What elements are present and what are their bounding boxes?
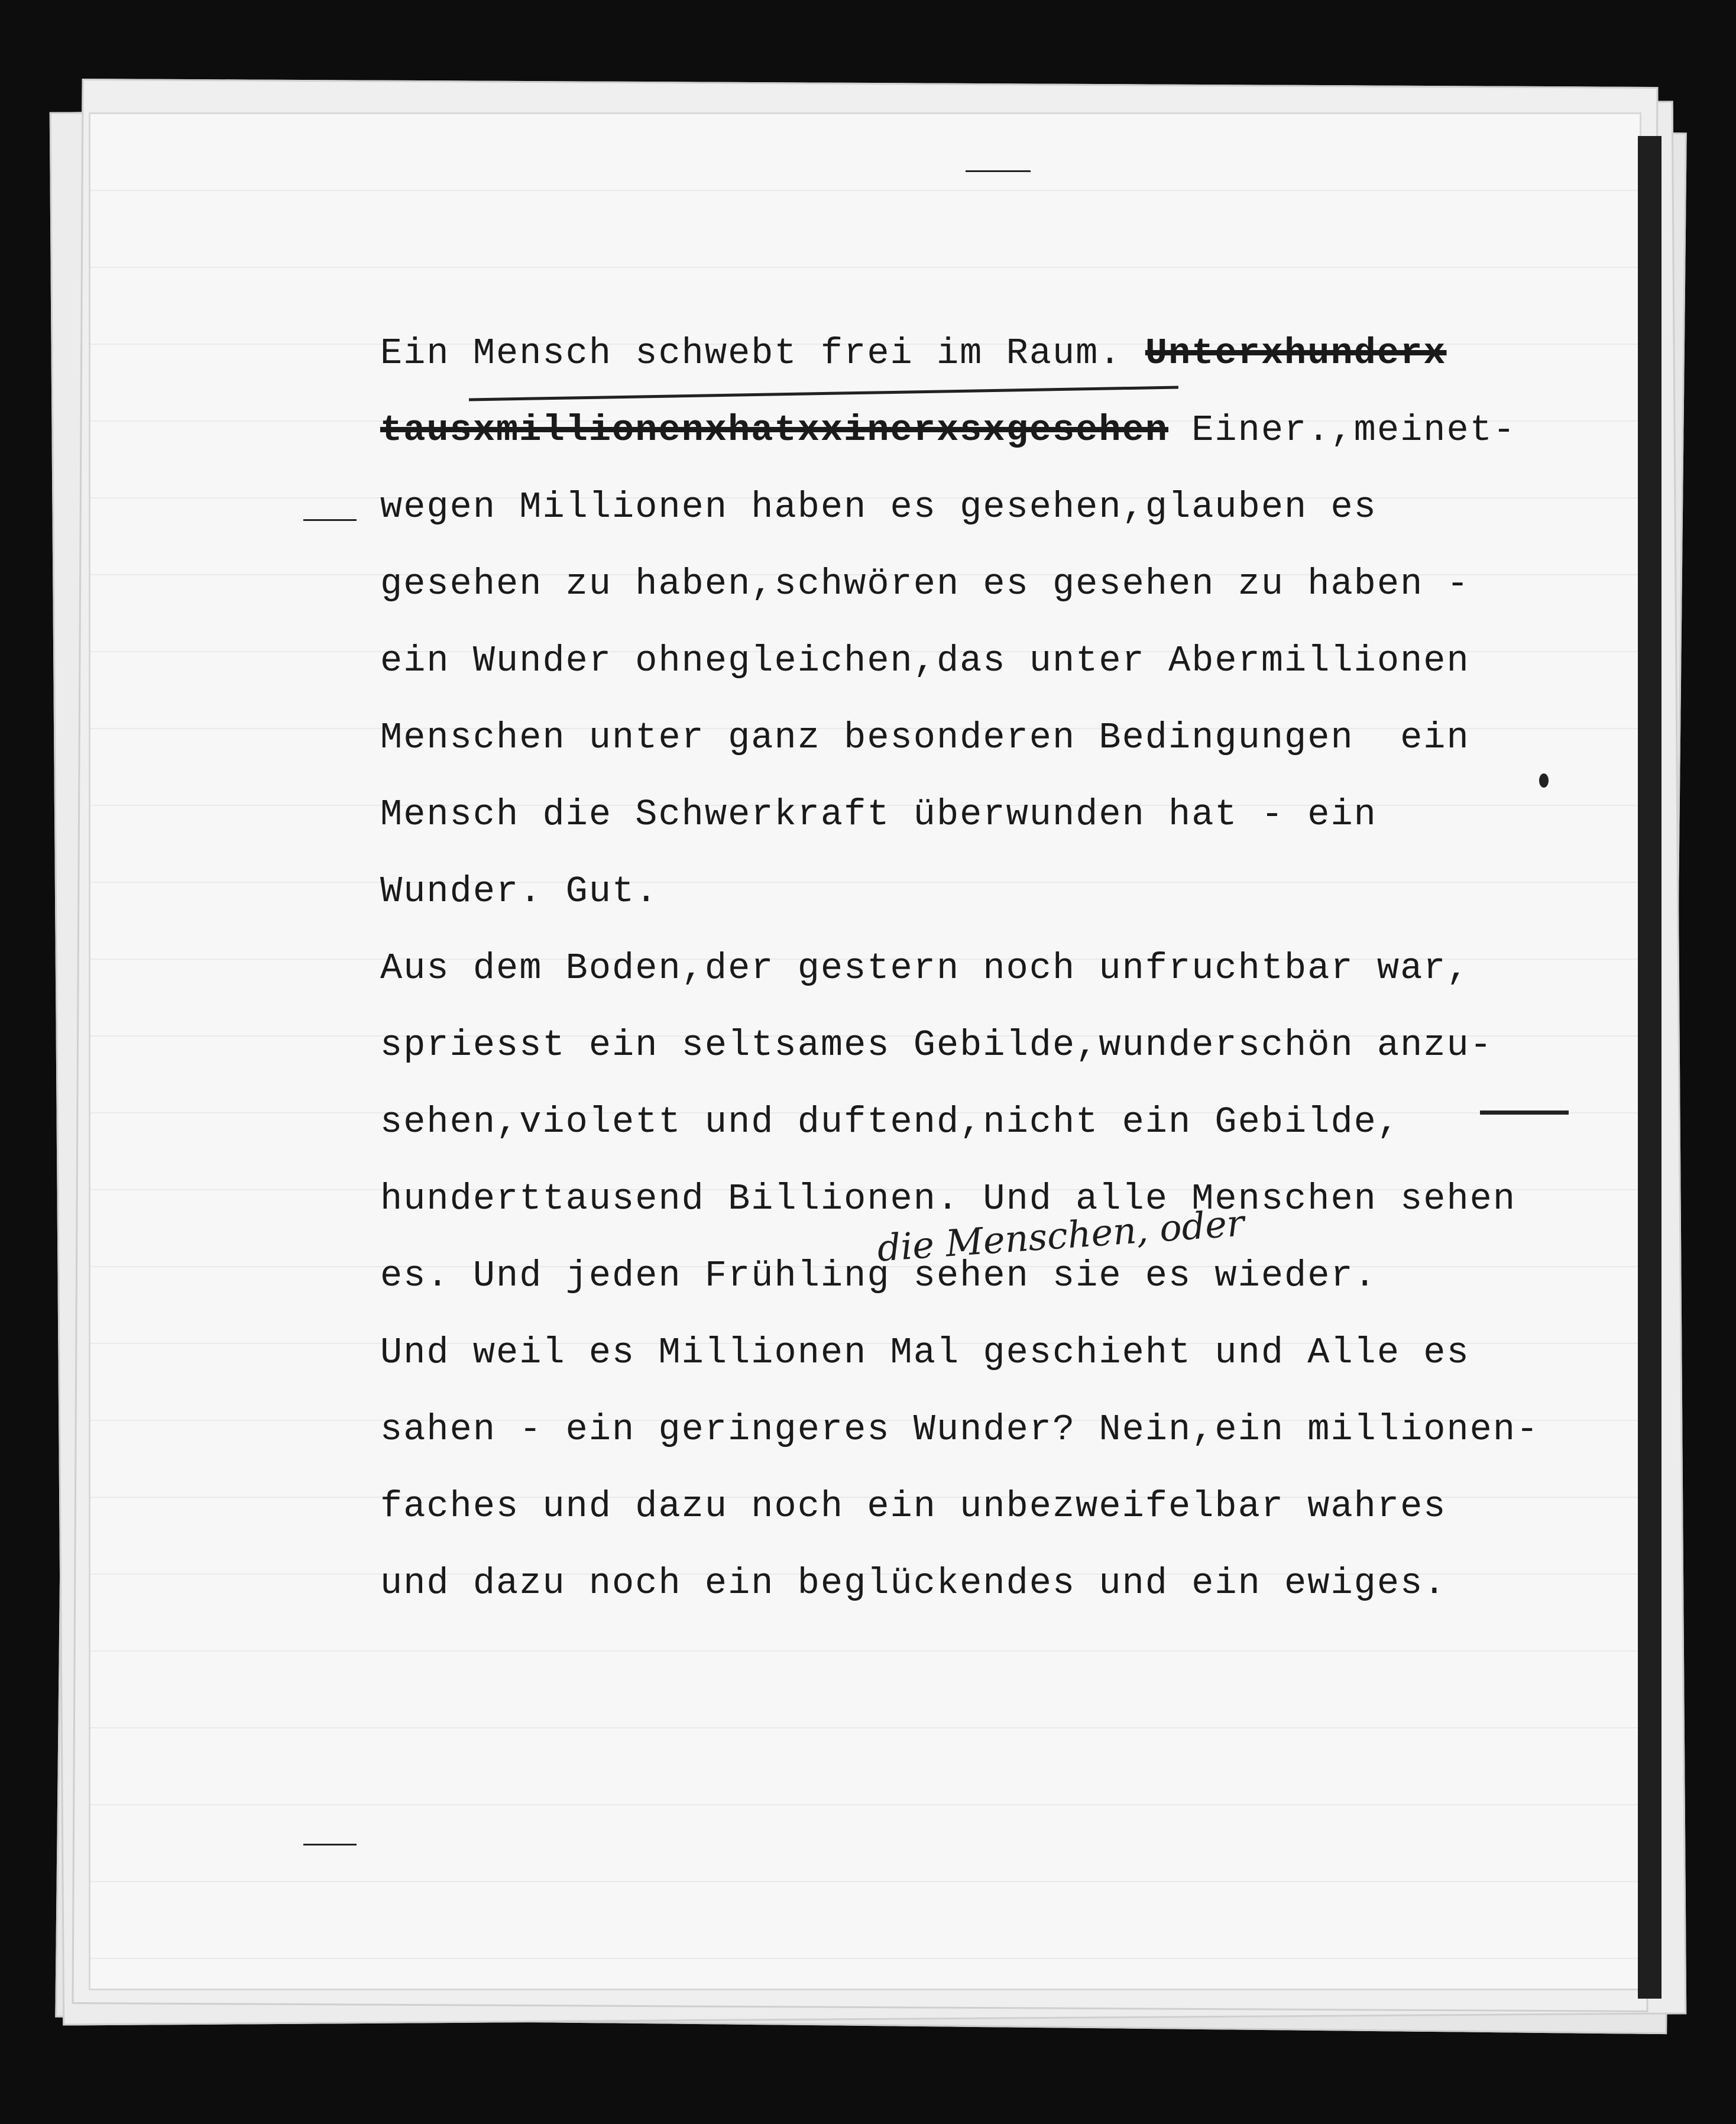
typed-text: [380, 315, 1634, 1622]
text-line: Wunder. Gut.: [380, 870, 659, 912]
typed-page: [89, 112, 1641, 1990]
text-line: sehen,violett und duftend,nicht ein Gebilde,: [380, 1101, 1401, 1143]
text-line: spriesst ein seltsames Gebilde,wunderschön anzu-: [380, 1024, 1493, 1066]
text-line: wegen Millionen haben es gesehen,glauben es: [380, 486, 1377, 528]
margin-tick-mark: [303, 1844, 357, 1845]
text-line: Aus dem Boden,der gestern noch unfruchtbar war,: [380, 947, 1470, 989]
page-edge-shadow: [1638, 136, 1661, 1999]
struck-text: tausxmillionenxhatxxinerxsxgesehen: [380, 409, 1169, 451]
text-line: gesehen zu haben,schwören es gesehen zu haben -: [380, 563, 1470, 605]
text-line: Ein Mensch schwebt frei im Raum. Unterxhunderx: [380, 332, 1447, 374]
text-line: und dazu noch ein beglückendes und ein ewiges.: [380, 1562, 1447, 1604]
text-line: Menschen unter ganz besonderen Bedingungen ein: [380, 717, 1470, 759]
text-line: hunderttausend Billionen. Und alle Menschen sehen: [380, 1178, 1517, 1220]
text-line: tausxmillionenxhatxxinerxsxgesehen Einer.,meinet-: [380, 409, 1517, 451]
top-tick-mark: [966, 170, 1031, 172]
text-line: Und weil es Millionen Mal geschieht und Alle es: [380, 1332, 1470, 1374]
text-line: sahen - ein geringeres Wunder? Nein,ein millionen-: [380, 1409, 1540, 1450]
text-line: faches und dazu noch ein unbezweifelbar wahres: [380, 1485, 1447, 1527]
margin-tick-mark: [303, 519, 357, 521]
pen-dash-mark: [1480, 1110, 1569, 1115]
text-line: ein Wunder ohnegleichen,das unter Abermillionen: [380, 640, 1470, 682]
struck-text: Unterxhunderx: [1145, 332, 1447, 374]
text-line: Mensch die Schwerkraft überwunden hat - ein: [380, 794, 1377, 836]
ink-dot-mark: [1539, 773, 1549, 788]
text-line: es. Und jeden Frühling sehen sie es wieder.: [380, 1255, 1377, 1297]
handwritten-insertion: die Menschen, oder: [876, 1201, 1246, 1270]
